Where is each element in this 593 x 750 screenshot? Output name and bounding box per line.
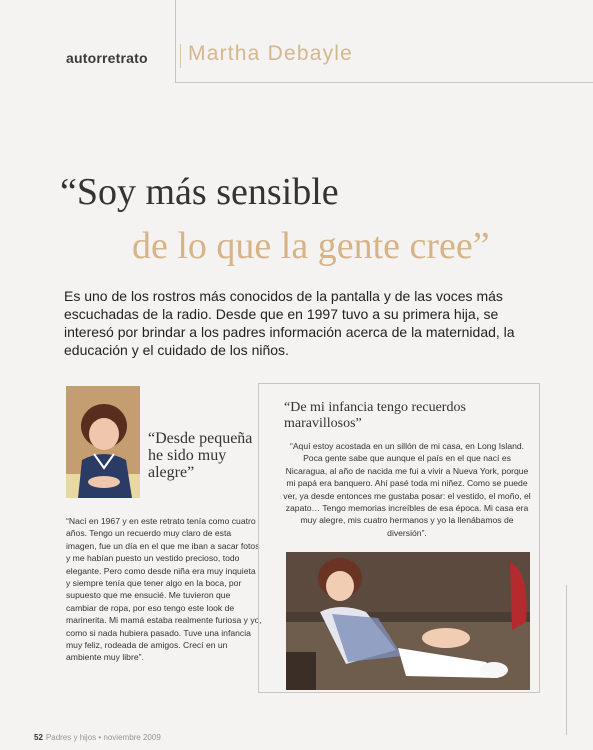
header-vertical-rule bbox=[175, 0, 176, 82]
headline-line-1: “Soy más sensible bbox=[60, 171, 339, 213]
section-label: autorretrato bbox=[66, 50, 148, 66]
header-horizontal-rule bbox=[175, 82, 593, 83]
page-footer bbox=[34, 733, 161, 742]
childhood-portrait-photo bbox=[66, 386, 140, 498]
portrait-illustration bbox=[66, 386, 140, 498]
intro-paragraph bbox=[64, 287, 534, 359]
headline-line-2: de lo que la gente cree” bbox=[132, 225, 490, 267]
footer-text: Padres y hijos • noviembre 2009 bbox=[45, 733, 161, 742]
left-pull-quote: “Desde pequeña he sido muy alegre” bbox=[148, 430, 253, 481]
left-body-text: “Nací en 1967 y en este retrato tenía como cuatro años. Tengo un recuerdo muy claro de esta imagen, fue un día en el que me iban a sacar fotos y me habían puesto un vestido precioso, todo elegante. Pero como desde niña era muy inquieta y siempre tenía que tener algo en la boca, por supuesto que me ensucié. Me tuvieron que cambiar de ropa, por eso tengo este look de marinerita. Mi mamá estaba realmente furiosa y yo, como si nada hubiera pasado. Tuve una infancia muy feliz, rodeada de amigos. Crecí en un ambiente muy libre”. bbox=[66, 516, 262, 663]
page-number: 52 bbox=[34, 733, 43, 742]
intro-body: Desde que en 1997 tuvo a su primera hija, se interesó por brindar a los padres información acerca de la maternidad, la educación y el cuidado de los niños. bbox=[64, 306, 515, 358]
intro-lead: Es uno de los rostros más conocidos de la pantalla y de las voces más escuchadas de la radio. bbox=[64, 288, 503, 322]
right-body-text: “Aquí estoy acostada en un sillón de mi casa, en Long Island. Poca gente sabe que aunque el país en el que nací es Nicaragua, al año de nacida me fui a vivir a Nueva York, porque mi papá era banquero. Ahí pasé toda mi niñez. Como se puede ver, ya desde entonces me gustaba posar: el vestido, el moño, el zapato… Tengo memorias increíbles de esa época. Mi casa era muy alegre, mis cuatro hermanos y yo la llenábamos de diversión”. bbox=[283, 441, 531, 538]
footer-vertical-rule bbox=[566, 585, 567, 735]
right-pull-quote: “De mi infancia tengo recuerdos maravillosos” bbox=[284, 400, 466, 431]
person-name: Martha Debayle bbox=[188, 42, 354, 65]
sofa-illustration bbox=[286, 552, 530, 690]
sofa-childhood-photo bbox=[286, 552, 530, 690]
header-separator bbox=[180, 44, 181, 68]
